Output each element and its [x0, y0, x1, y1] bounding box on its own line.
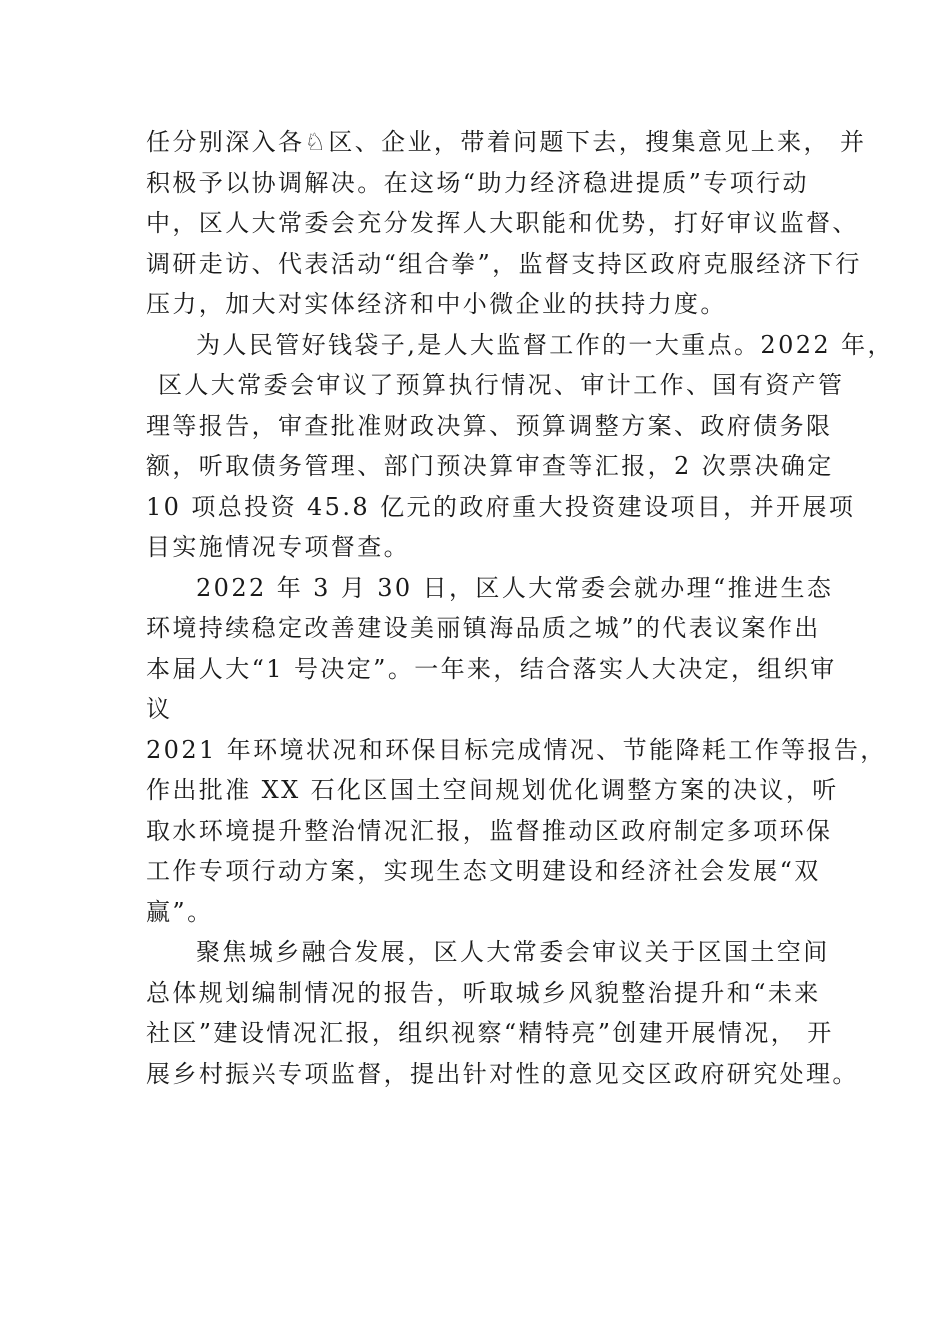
text-line: 环境持续稳定改善建设美丽镇海品质之城”的代表议案作出: [146, 614, 821, 642]
text-line: 积极予以协调解决。在这场“助力经济稳进提质”专项行动: [146, 168, 809, 197]
text-line: 调研走访、代表活动“组合拳”，监督支持区政府克服经济下行: [146, 249, 862, 278]
text-line: 压力，加大对实体经济和中小微企业的扶持力度。: [146, 290, 727, 318]
text-line: 议: [146, 695, 173, 723]
paragraph-first-line: 为人民管好钱袋子,是人大监督工作的一大重点。2022 年，: [196, 330, 894, 359]
text-line: 任分别深入各♘区、企业，带着问题下去，搜集意见上来， 并: [146, 128, 867, 156]
paragraph-first-line: 2022 年 3 月 30 日，区人大常委会就办理“推进生态: [196, 573, 834, 602]
text-line: 中，区人大常委会充分发挥人大职能和优势，打好审议监督、: [146, 209, 859, 237]
paragraph-first-line: 聚焦城乡融合发展，区人大常委会审议关于区国土空间: [196, 938, 830, 966]
text-line: 作出批准 XX 石化区国土空间规划优化调整方案的决议，听: [146, 776, 839, 804]
text-line: 展乡村振兴专项监督，提出针对性的意见交区政府研究处理。: [146, 1059, 859, 1088]
text-line: 本届人大“1 号决定”。一年来，结合落实人大决定，组织审: [146, 654, 837, 683]
text-line: 区人大常委会审议了预算执行情况、审计工作、国有资产管: [158, 371, 845, 399]
text-line: 社区”建设情况汇报，组织视察“精特亮”创建开展情况， 开: [146, 1019, 834, 1047]
text-line: 理等报告，审查批准财政决算、预算调整方案、政府债务限: [146, 411, 833, 440]
text-line: 10 项总投资 45.8 亿元的政府重大投资建设项目，并开展项: [146, 492, 856, 521]
text-line: 目实施情况专项督查。: [146, 533, 410, 561]
text-line: 赢”。: [146, 897, 214, 926]
document-body: [146, 122, 894, 1094]
text-line: 2021 年环境状况和环保目标完成情况、节能降耗工作等报告，: [146, 735, 887, 764]
text-line: 总体规划编制情况的报告，听取城乡风貌整治提升和“未来: [146, 978, 821, 1007]
text-line: 取水环境提升整治情况汇报，监督推动区政府制定多项环保: [146, 816, 833, 845]
text-line: 额，听取债务管理、部门预决算审查等汇报，2 次票决确定: [146, 452, 834, 480]
text-line: 工作专项行动方案，实现生态文明建设和经济社会发展“双: [146, 857, 821, 885]
